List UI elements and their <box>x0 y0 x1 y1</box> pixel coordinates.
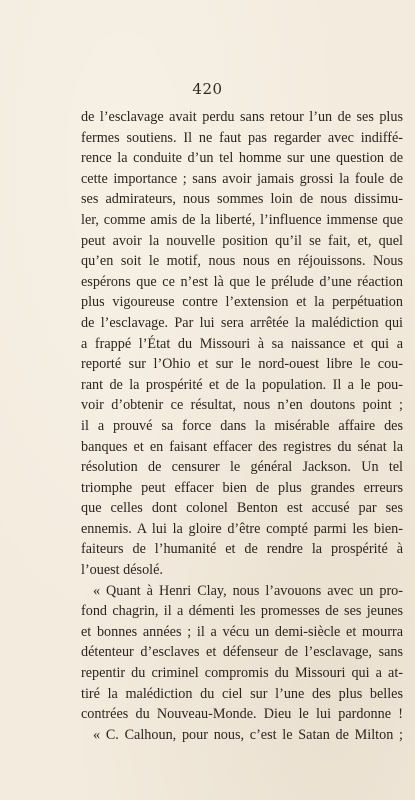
text-line: l’ouest désolé. <box>81 562 163 579</box>
text-line: il a prouvé sa force dans la misérable affaire des <box>81 417 403 434</box>
text-line: voir d’obtenir ce résultat, nous n’en doutons point ; <box>81 397 403 414</box>
text-line: ses admirateurs, nous sommes loin de nous dissimu- <box>81 191 403 208</box>
text-line: peut avoir la nouvelle position qu’il se fait, et, quel <box>81 232 403 249</box>
body-text <box>81 107 403 745</box>
text-line: « Quant à Henri Clay, nous l’avouons avec un pro- <box>93 582 403 599</box>
text-line: résolution de censurer le général Jackson. Un tel <box>81 459 403 476</box>
text-line: rant de la prospérité et de la population. Il a le pou- <box>81 376 403 393</box>
text-line: ennemis. A lui la gloire d’être compté parmi les bien- <box>81 520 403 537</box>
text-line: plus vigoureuse contre l’extension et la perpétuation <box>81 294 403 311</box>
text-line: rence la conduite d’un tel homme sur une question de <box>81 150 403 167</box>
text-line: que celles dont colonel Benton est accusé par ses <box>81 500 403 517</box>
text-line: faiteurs de l’humanité et de rendre la prospérité à <box>81 541 403 558</box>
text-line: contrées du Nouveau-Monde. Dieu le lui pardonne ! <box>81 706 403 723</box>
text-line: ler, comme amis de la liberté, l’influence immense que <box>81 211 403 228</box>
text-line: qu’en soit le motif, nous nous en réjouissons. Nous <box>81 253 403 270</box>
text-line: tiré la malédiction du ciel sur l’une des plus belles <box>81 685 403 702</box>
text-line: de l’esclavage avait perdu sans retour l’un de ses plus <box>81 109 403 125</box>
text-line: espérons que ce n’est là que le prélude d’une réaction <box>81 273 403 290</box>
text-line: fond chagrin, il a démenti les promesses de ses jeunes <box>81 603 403 620</box>
text-line: banques et en faisant effacer des registres du sénat la <box>81 438 403 455</box>
text-line: de l’esclavage. Par lui sera arrêtée la malédiction qui <box>81 314 403 331</box>
page-number: 420 <box>192 80 223 98</box>
text-line: reporté sur l’Ohio et sur le nord-ouest libre le cou- <box>81 356 403 373</box>
text-line: détenteur d’esclaves et défenseur de l’esclavage, sans <box>81 644 403 661</box>
text-line: a frappé l’État du Missouri à sa naissance et qui a <box>81 335 403 352</box>
text-line: et bonnes années ; il a vécu un demi-siècle et mourra <box>81 623 403 640</box>
text-line: repentir du criminel compromis du Missouri qui a at- <box>81 665 403 682</box>
text-line: cette importance ; sans avoir jamais grossi la foule de <box>81 170 403 187</box>
text-line: « C. Calhoun, pour nous, c’est le Satan de Milton ; <box>93 726 403 743</box>
text-line: triomphe peut effacer bien de plus grandes erreurs <box>81 479 403 496</box>
text-line: fermes soutiens. Il ne faut pas regarder avec indiffé- <box>81 129 403 146</box>
